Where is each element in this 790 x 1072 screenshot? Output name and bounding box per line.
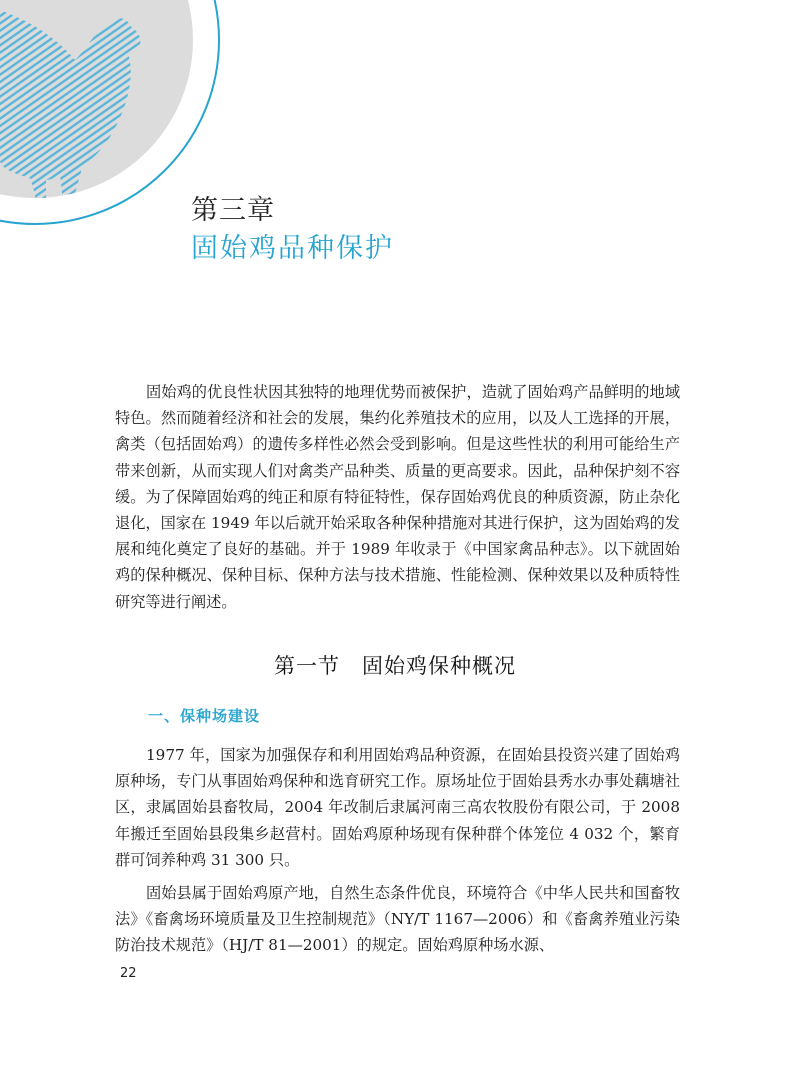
body-paragraph-1: 1977 年，国家为加强保存和利用固始鸡品种资源，在固始县投资兴建了固始鸡原种场，专门从事固始鸡保种和选育研究工作。原场址位于固始县秀水办事处藕塘社区，隶属固始县畜牧局，2004 年改制后隶属河南三高农牧股份有限公司，于 2008 年搬迁至固始县段集乡赵营村。固始鸡原种场现有保种群个体笼位 4 032 个，繁育群可饲养种鸡 31 300 只。 xyxy=(115,746,680,869)
subsection-heading: 一、保种场建设 xyxy=(148,707,261,725)
page-number: 22 xyxy=(120,966,137,981)
chapter-title: 固始鸡品种保护 xyxy=(191,233,394,264)
section-heading: 第一节 固始鸡保种概况 xyxy=(274,654,516,678)
intro-paragraph: 固始鸡的优良性状因其独特的地理优势而被保护，造就了固始鸡产品鲜明的地域特色。然而随着经济和社会的发展，集约化养殖技术的应用，以及人工选择的开展，禽类（包括固始鸡）的遗传多样性必然会受到影响。但是这些性状的利用可能给生产带来创新，从而实现人们对禽类产品种类、质量的更高要求。因此，品种保护刻不容缓。为了保障固始鸡的纯正和原有特征特性，保存固始鸡优良的种质资源，防止杂化退化，国家在 1949 年以后就开始采取各种保种措施对其进行保护，这为固始鸡的发展和纯化奠定了良好的基础。并于 1989 年收录于《中国家禽品种志》。以下就固始鸡的保种概况、保种目标、保种方法与技术措施、性能检测、保种效果以及种质特性研究等进行阐述。 xyxy=(115,383,680,611)
body-paragraph-2: 固始县属于固始鸡原产地，自然生态条件优良，环境符合《中华人民共和国畜牧法》《畜禽场环境质量及卫生控制规范》（NY/T 1167—2006）和《畜禽养殖业污染防治技术规范》（HJ/T 81—2001）的规定。固始鸡原种场水源、 xyxy=(115,884,680,955)
chapter-number: 第三章 xyxy=(191,195,275,226)
